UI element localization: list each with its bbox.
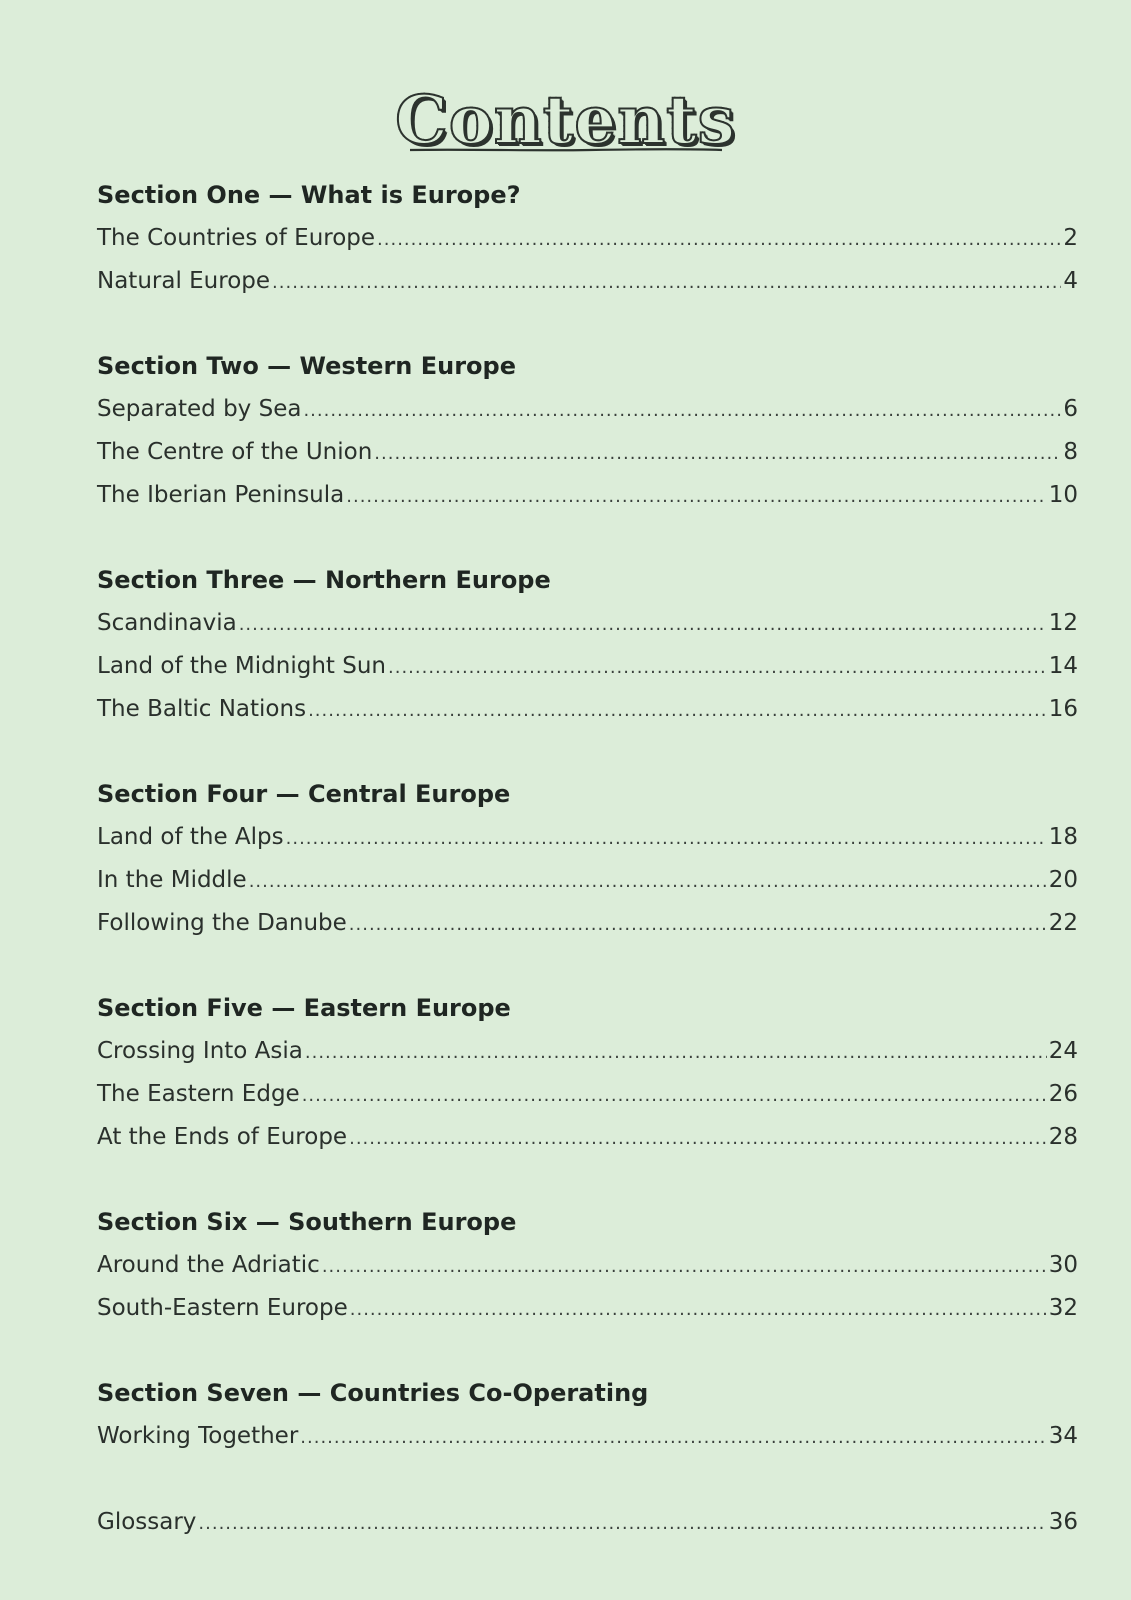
dot-leader	[302, 1074, 1047, 1117]
dot-leader	[346, 475, 1046, 518]
dot-leader	[300, 1416, 1046, 1459]
entry-label: Glossary	[97, 1509, 197, 1535]
entry-label: The Baltic Nations	[97, 696, 307, 722]
toc-entry[interactable]	[97, 431, 1078, 474]
page-title: Contents	[391, 80, 740, 160]
section-seven	[97, 1371, 1078, 1458]
toc-entry[interactable]	[97, 602, 1078, 645]
entry-label: The Eastern Edge	[97, 1081, 300, 1107]
toc-entry[interactable]	[97, 645, 1078, 688]
toc-entry[interactable]	[97, 902, 1078, 945]
dot-leader	[198, 1502, 1046, 1545]
entry-label: The Countries of Europe	[97, 225, 376, 251]
entry-page-number: 20	[1048, 867, 1078, 893]
entry-label: Around the Adriatic	[97, 1252, 320, 1278]
section-spacer	[97, 945, 1078, 986]
entry-page-number: 10	[1048, 482, 1078, 508]
section-spacer	[97, 1458, 1078, 1501]
section-spacer	[97, 303, 1078, 344]
entry-label: The Centre of the Union	[97, 439, 373, 465]
entry-label: Natural Europe	[97, 268, 271, 294]
entry-page-number: 36	[1048, 1509, 1078, 1535]
toc-entry[interactable]	[97, 1415, 1078, 1458]
entry-page-number: 14	[1048, 653, 1078, 679]
section-heading: Section Six — Southern Europe	[97, 1208, 517, 1236]
entry-label: The Iberian Peninsula	[97, 482, 345, 508]
entry-page-number: 28	[1048, 1124, 1078, 1150]
dot-leader	[374, 432, 1061, 475]
section-heading: Section Four — Central Europe	[97, 780, 511, 808]
entry-label: Land of the Midnight Sun	[97, 653, 386, 679]
entry-label: In the Middle	[97, 867, 247, 893]
dot-leader	[239, 603, 1047, 646]
section-heading: Section Two — Western Europe	[97, 352, 516, 380]
table-of-contents	[97, 173, 1078, 1544]
section-heading: Section Five — Eastern Europe	[97, 994, 511, 1022]
entry-page-number: 16	[1048, 696, 1078, 722]
entry-label: Following the Danube	[97, 910, 347, 936]
section-one	[97, 173, 1078, 303]
section-four	[97, 772, 1078, 945]
dot-leader	[349, 903, 1047, 946]
dot-leader	[322, 1245, 1047, 1288]
entry-page-number: 8	[1063, 439, 1078, 465]
entry-page-number: 6	[1063, 396, 1078, 422]
dot-leader	[349, 1117, 1047, 1160]
dot-leader	[350, 1288, 1047, 1331]
section-six	[97, 1200, 1078, 1330]
toc-entry[interactable]	[97, 1030, 1078, 1073]
entry-label: Working Together	[97, 1423, 299, 1449]
toc-entry[interactable]	[97, 1073, 1078, 1116]
dot-leader	[308, 689, 1047, 732]
entry-page-number: 12	[1048, 610, 1078, 636]
entry-page-number: 2	[1063, 225, 1078, 251]
dot-leader	[303, 389, 1061, 432]
entry-page-number: 32	[1048, 1295, 1078, 1321]
section-two	[97, 344, 1078, 517]
section-three	[97, 558, 1078, 731]
glossary-entry[interactable]	[97, 1501, 1078, 1544]
dot-leader	[272, 261, 1061, 304]
toc-entry[interactable]	[97, 688, 1078, 731]
dot-leader	[249, 860, 1047, 903]
entry-page-number: 30	[1048, 1252, 1078, 1278]
entry-label: Land of the Alps	[97, 824, 284, 850]
dot-leader	[388, 646, 1047, 689]
title-underline	[410, 148, 722, 152]
section-spacer	[97, 1159, 1078, 1200]
toc-entry[interactable]	[97, 859, 1078, 902]
entry-label: Separated by Sea	[97, 396, 302, 422]
section-heading: Section One — What is Europe?	[97, 181, 521, 209]
dot-leader	[286, 817, 1047, 860]
entry-label: Crossing Into Asia	[97, 1038, 303, 1064]
entry-page-number: 24	[1048, 1038, 1078, 1064]
dot-leader	[377, 218, 1061, 261]
toc-entry[interactable]	[97, 816, 1078, 859]
dot-leader	[305, 1031, 1047, 1074]
toc-entry[interactable]	[97, 260, 1078, 303]
toc-entry[interactable]	[97, 474, 1078, 517]
entry-label: Scandinavia	[97, 610, 237, 636]
entry-label: At the Ends of Europe	[97, 1124, 348, 1150]
entry-page-number: 22	[1048, 910, 1078, 936]
entry-page-number: 4	[1063, 268, 1078, 294]
section-spacer	[97, 517, 1078, 558]
toc-entry[interactable]	[97, 1116, 1078, 1159]
toc-entry[interactable]	[97, 1244, 1078, 1287]
toc-entry[interactable]	[97, 1287, 1078, 1330]
entry-label: South-Eastern Europe	[97, 1295, 348, 1321]
section-five	[97, 986, 1078, 1159]
section-heading: Section Seven — Countries Co-Operating	[97, 1379, 649, 1407]
section-heading: Section Three — Northern Europe	[97, 566, 551, 594]
section-spacer	[97, 1330, 1078, 1371]
entry-page-number: 26	[1048, 1081, 1078, 1107]
toc-entry[interactable]	[97, 388, 1078, 431]
section-spacer	[97, 731, 1078, 772]
toc-entry[interactable]	[97, 217, 1078, 260]
entry-page-number: 34	[1048, 1423, 1078, 1449]
entry-page-number: 18	[1048, 824, 1078, 850]
